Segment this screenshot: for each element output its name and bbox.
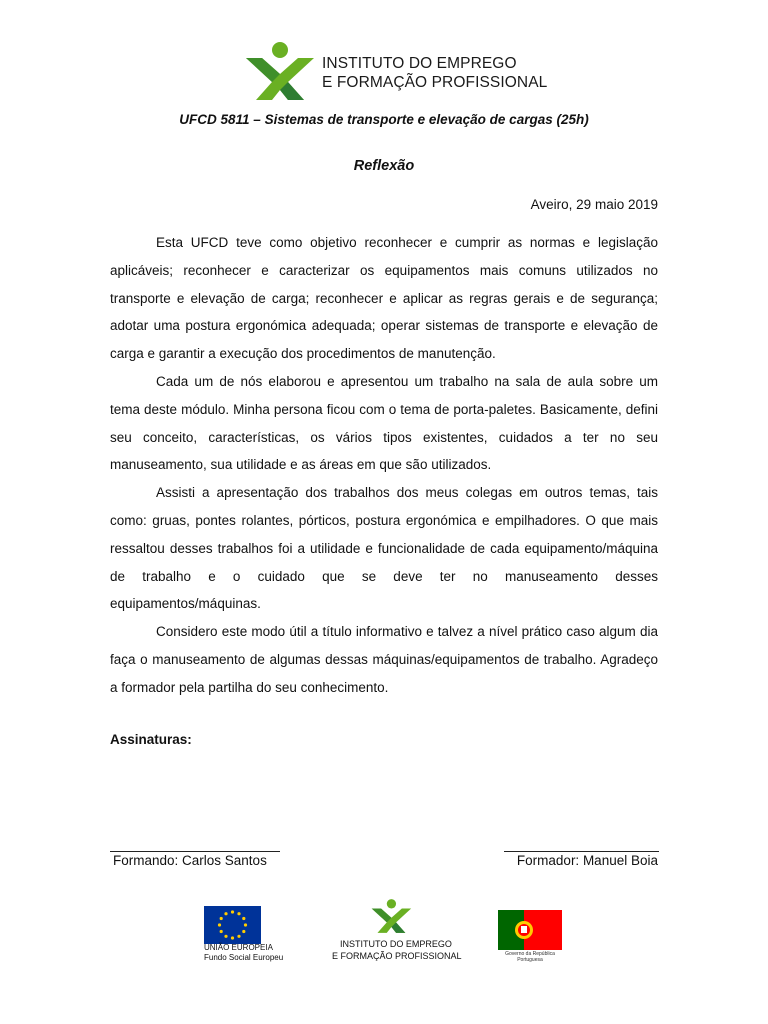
- paragraph: Considero este modo útil a título informativo e talvez a nível prático caso algum dia faça o manuseamento de algumas dessas máquinas/equipamentos de trabalho. Agradeço a formador pela partilha do seu conhecimento.: [110, 624, 658, 695]
- iefp-logo-icon: [370, 898, 414, 934]
- iefp-footer-caption: [332, 938, 462, 962]
- paragraph: Cada um de nós elaborou e apresentou um trabalho na sala de aula sobre um tema deste módulo. Minha persona ficou com o tema de porta-paletes. Basicamente, defini seu conceito, características, os vários tipos existentes, cuidados a ter no seu manuseamento, sua utilidade e as áreas em que são utilizados.: [110, 373, 658, 473]
- trainer-name: Formador: Manuel Boia: [516, 853, 658, 868]
- document-date: Aveiro, 29 maio 2019: [530, 197, 658, 212]
- trainer-signature-line: [504, 851, 659, 852]
- pt-line-1: Governo da República: [505, 951, 555, 957]
- paragraph: Assisti a apresentação dos trabalhos dos meus colegas em outros temas, tais como: gruas, pontes rolantes, pórticos, postura ergonómica e empilhadores. O que mais ressaltou desses trabalhos foi a utilidade e funcionalidade de cada equipamento/máquina de trabalho e o cuidado que se deve ter no manuseamento desses equipamentos/máquinas.: [110, 485, 658, 612]
- iefp-footer-line-1: INSTITUTO DO EMPREGO: [340, 939, 452, 949]
- eu-caption: [204, 943, 283, 963]
- eu-line-2: Fundo Social Europeu: [204, 953, 284, 962]
- pt-line-2: Portuguesa: [517, 957, 543, 963]
- signatures-label: Assinaturas:: [110, 732, 192, 747]
- iefp-footer-line-2: E FORMAÇÃO PROFISSIONAL: [332, 951, 462, 961]
- portugal-flag-icon: [498, 910, 562, 950]
- logo-line-2: E FORMAÇÃO PROFISSIONAL: [322, 74, 548, 91]
- eu-line-1: UNIÃO EUROPEIA: [204, 943, 273, 952]
- portugal-caption: [498, 951, 562, 963]
- course-heading: UFCD 5811 – Sistemas de transporte e elevação de cargas (25h): [179, 112, 589, 127]
- logo-line-1: INSTITUTO DO EMPREGO: [322, 55, 517, 72]
- document-title: Reflexão: [353, 158, 415, 174]
- body-text: [110, 229, 658, 702]
- iefp-logo-icon: [244, 40, 318, 102]
- trainee-signature-line: [110, 851, 280, 852]
- iefp-header-logo: [244, 40, 548, 102]
- trainee-name: Formando: Carlos Santos: [113, 853, 267, 868]
- iefp-logo-text: [322, 54, 547, 92]
- eu-flag-icon: [204, 906, 261, 944]
- paragraph: Esta UFCD teve como objetivo reconhecer e cumprir as normas e legislação aplicáveis; reconhecer e caracterizar os equipamentos mais comuns utilizados no transporte e elevação de carga; reconhecer e aplicar as regras gerais e de segurança; adotar uma postura ergonómica adequada; operar sistemas de transporte e elevação de carga e garantir a execução dos procedimentos de manutenção.: [110, 235, 658, 362]
